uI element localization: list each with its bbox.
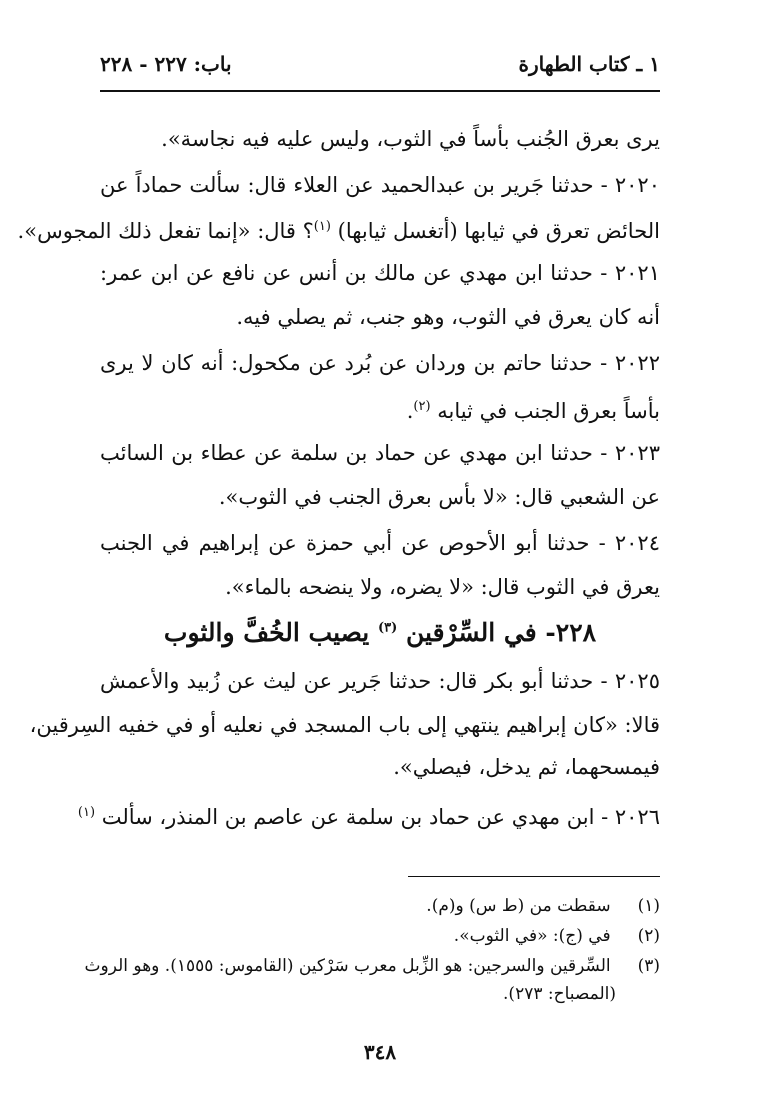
body-line: يرى بعرق الجُنب بأساً في الثوب، وليس عليه فيه نجاسة». (161, 127, 660, 151)
text-segment: ٢٠٢٦ - ابن مهدي عن حماد بن سلمة عن عاصم بن المنذر، سألت (101, 805, 660, 829)
footnote-number: (٣) (637, 956, 660, 976)
hadith-2025-line-3: فيمسحهما، ثم يدخل، فيصلي». (393, 755, 660, 779)
footnote-ref-1[interactable]: (١) (313, 219, 331, 234)
page-number: ٣٤٨ (363, 1040, 397, 1064)
header-divider (100, 90, 660, 92)
chapter-title: ١ ـ كتاب الطهارة (518, 52, 660, 76)
hadith-2023-line-2: عن الشعبي قال: «لا بأس بعرق الجنب في الثوب». (218, 485, 660, 509)
footnote-3-continuation: (المصباح: ٢٧٣). (503, 984, 616, 1004)
footnote-number: (١) (637, 896, 660, 916)
footnote-ref-2[interactable]: (٢) (413, 399, 431, 414)
hadith-2024-line-1: ٢٠٢٤ - حدثنا أبو الأحوص عن أبي حمزة عن إبراهيم في الجنب (100, 531, 660, 555)
text-segment: الحائض تعرق في ثيابها (أتغسل ثيابها) (337, 219, 660, 243)
text-segment: بأساً بعرق الجنب في ثيابه (437, 399, 660, 423)
line-end: . (406, 399, 414, 423)
footnote-number: (٢) (637, 926, 660, 946)
footnote-divider (408, 876, 660, 877)
hadith-2021-line-1: ٢٠٢١ - حدثنا ابن مهدي عن مالك بن أنس عن نافع عن ابن عمر: (100, 261, 660, 285)
section-heading (100, 618, 660, 647)
hadith-2020-line-1: ٢٠٢٠ - حدثنا جَرير بن عبدالحميد عن العلاء قال: سألت حماداً عن (100, 173, 660, 197)
heading-rest: يصيب الخُفَّ والثوب (163, 618, 370, 647)
hadith-2022-line-2 (100, 392, 660, 426)
hadith-2024-line-2: يعرق في الثوب قال: «لا يضره، ولا ينضحه بالماء». (225, 575, 660, 599)
hadith-2023-line-1: ٢٠٢٣ - حدثنا ابن مهدي عن حماد بن سلمة عن عطاء بن السائب (100, 441, 660, 465)
heading-title: ٢٢٨- في السِّرْقين (406, 618, 597, 647)
hadith-2026-line-1 (77, 798, 660, 832)
footnote-text: سقطت من (ط س) و(م). (426, 896, 611, 916)
footnote-1 (100, 894, 660, 918)
footnote-text: في (ج): «في الثوب». (453, 926, 611, 946)
hadith-2025-line-2: قالا: «كان إبراهيم ينتهي إلى باب المسجد في نعليه أو في خفيه السِرقين، (29, 713, 660, 737)
running-header (100, 52, 660, 88)
hadith-2022-line-1: ٢٠٢٢ - حدثنا حاتم بن وردان عن بُرد عن مكحول: أنه كان لا يرى (100, 351, 660, 375)
hadith-2020-line-2 (17, 212, 660, 246)
footnote-3 (84, 954, 660, 978)
footnote-ref-3[interactable]: (٣) (378, 620, 398, 636)
section-range: باب: ٢٢٧ - ٢٢٨ (100, 52, 232, 76)
footnote-2 (100, 924, 660, 948)
hadith-2021-line-2: أنه كان يعرق في الثوب، وهو جنب، ثم يصلي فيه. (236, 305, 660, 329)
footnote-ref-4[interactable]: (١) (77, 805, 96, 820)
hadith-2025-line-1: ٢٠٢٥ - حدثنا أبو بكر قال: حدثنا جَرير عن ليث عن زُبيد والأعمش (100, 669, 660, 693)
text-segment: ؟ قال: «إنما تفعل ذلك المجوس». (17, 219, 314, 243)
footnote-text: السِّرقين والسرجين: هو الزِّبل معرب سَرْكين (القاموس: ١٥٥٥). وهو الروث (84, 956, 611, 976)
